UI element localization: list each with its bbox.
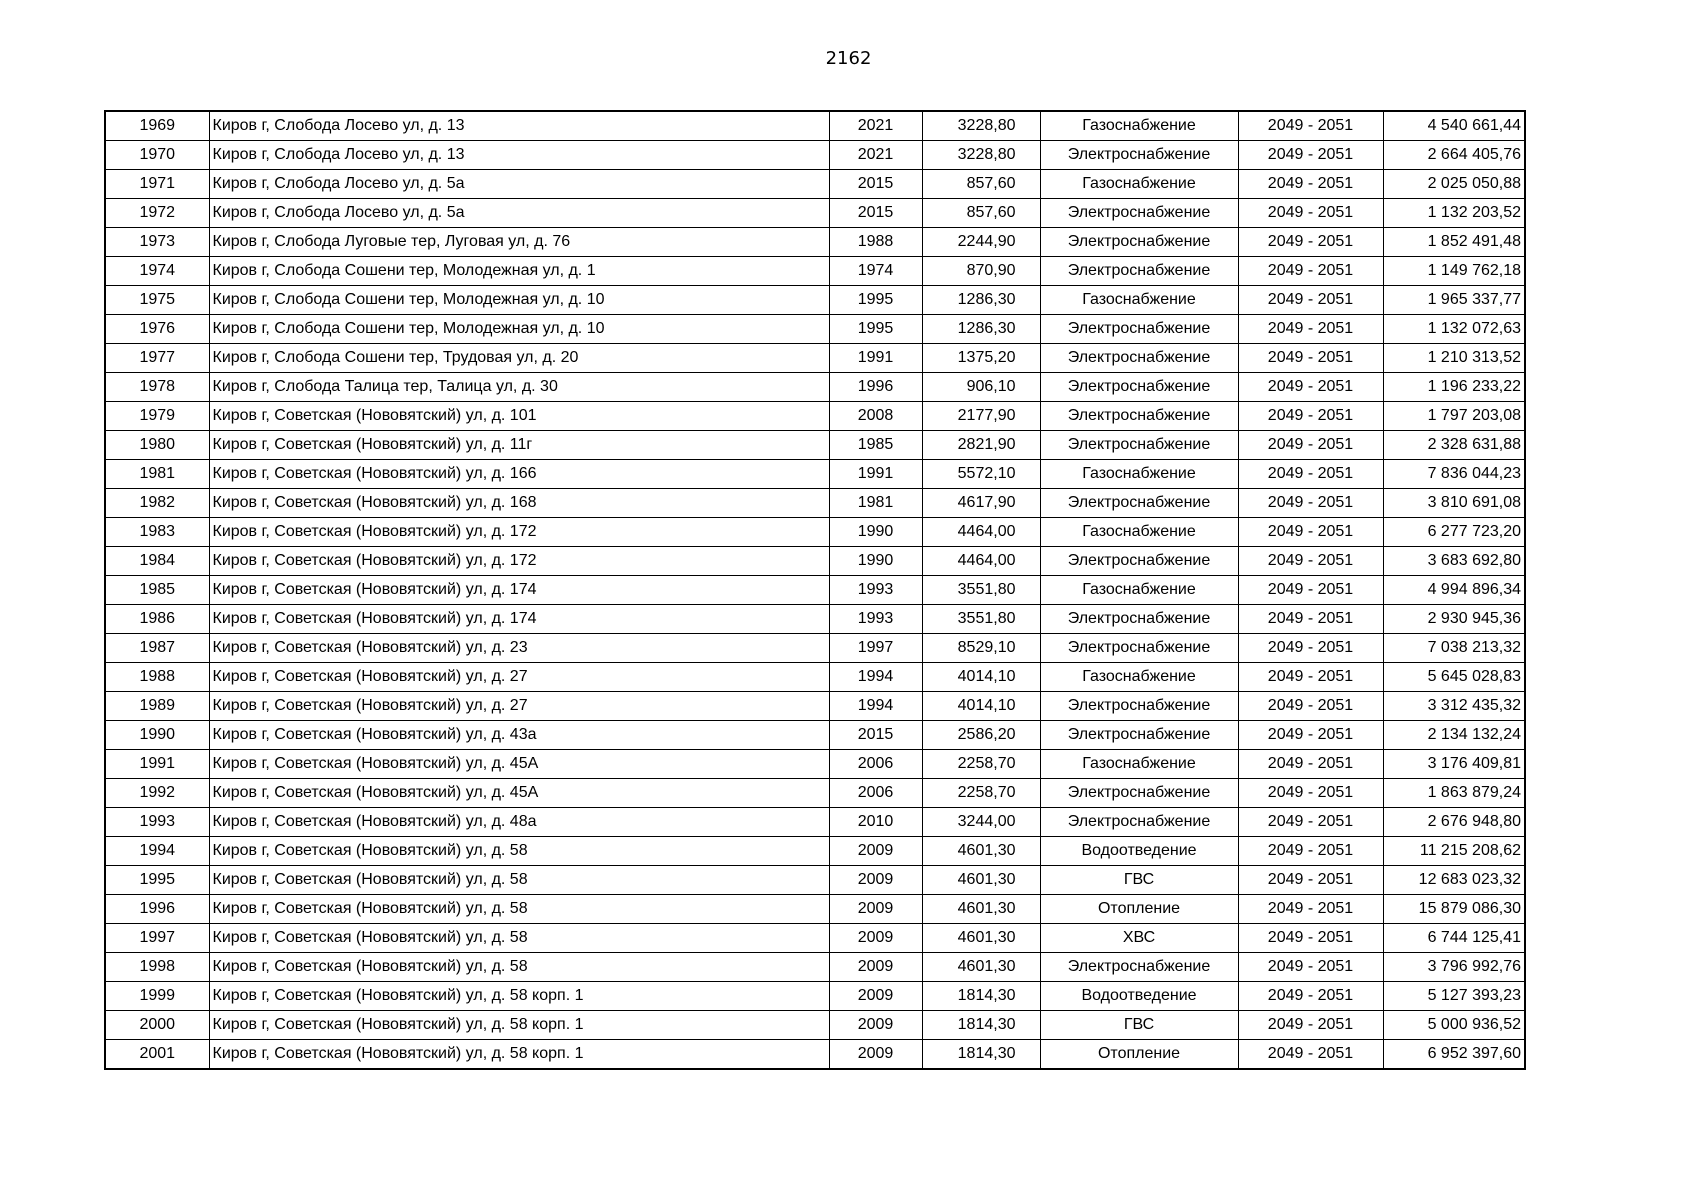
cost-cell: 2 328 631,88	[1383, 431, 1525, 460]
table-row	[105, 808, 1525, 837]
area-cell: 857,60	[922, 170, 1040, 199]
service-type-cell: Газоснабжение	[1040, 286, 1238, 315]
period-cell: 2049 - 2051	[1238, 199, 1383, 228]
address-cell: Киров г, Слобода Сошени тер, Молодежная ул, д. 10	[209, 286, 829, 315]
year-built-cell: 2015	[829, 170, 922, 199]
row-number-cell: 1974	[105, 257, 209, 286]
period-cell: 2049 - 2051	[1238, 750, 1383, 779]
period-cell: 2049 - 2051	[1238, 663, 1383, 692]
row-number-cell: 1993	[105, 808, 209, 837]
year-built-cell: 1991	[829, 460, 922, 489]
period-cell: 2049 - 2051	[1238, 518, 1383, 547]
period-cell: 2049 - 2051	[1238, 692, 1383, 721]
service-type-cell: Электроснабжение	[1040, 692, 1238, 721]
year-built-cell: 1994	[829, 692, 922, 721]
period-cell: 2049 - 2051	[1238, 779, 1383, 808]
period-cell: 2049 - 2051	[1238, 1011, 1383, 1040]
area-cell: 3228,80	[922, 141, 1040, 170]
cost-cell: 4 994 896,34	[1383, 576, 1525, 605]
area-cell: 2177,90	[922, 402, 1040, 431]
year-built-cell: 2009	[829, 1011, 922, 1040]
service-type-cell: ГВС	[1040, 1011, 1238, 1040]
row-number-cell: 1979	[105, 402, 209, 431]
year-built-cell: 1996	[829, 373, 922, 402]
area-cell: 870,90	[922, 257, 1040, 286]
area-cell: 8529,10	[922, 634, 1040, 663]
cost-cell: 1 965 337,77	[1383, 286, 1525, 315]
service-type-cell: Электроснабжение	[1040, 605, 1238, 634]
row-number-cell: 1977	[105, 344, 209, 373]
cost-cell: 2 930 945,36	[1383, 605, 1525, 634]
area-cell: 1814,30	[922, 982, 1040, 1011]
year-built-cell: 2009	[829, 837, 922, 866]
table-row	[105, 953, 1525, 982]
table-row	[105, 141, 1525, 170]
period-cell: 2049 - 2051	[1238, 489, 1383, 518]
service-type-cell: Водоотведение	[1040, 837, 1238, 866]
cost-cell: 15 879 086,30	[1383, 895, 1525, 924]
row-number-cell: 1971	[105, 170, 209, 199]
table-row	[105, 982, 1525, 1011]
row-number-cell: 1991	[105, 750, 209, 779]
service-type-cell: ХВС	[1040, 924, 1238, 953]
cost-cell: 3 312 435,32	[1383, 692, 1525, 721]
row-number-cell: 1995	[105, 866, 209, 895]
area-cell: 906,10	[922, 373, 1040, 402]
service-type-cell: Электроснабжение	[1040, 315, 1238, 344]
year-built-cell: 2008	[829, 402, 922, 431]
service-type-cell: Электроснабжение	[1040, 373, 1238, 402]
service-type-cell: Газоснабжение	[1040, 750, 1238, 779]
row-number-cell: 1983	[105, 518, 209, 547]
period-cell: 2049 - 2051	[1238, 141, 1383, 170]
cost-cell: 5 000 936,52	[1383, 1011, 1525, 1040]
address-cell: Киров г, Советская (Нововятский) ул, д. 174	[209, 576, 829, 605]
address-cell: Киров г, Советская (Нововятский) ул, д. 58	[209, 895, 829, 924]
year-built-cell: 2010	[829, 808, 922, 837]
year-built-cell: 1995	[829, 315, 922, 344]
cost-cell: 7 038 213,32	[1383, 634, 1525, 663]
address-cell: Киров г, Слобода Лосево ул, д. 13	[209, 111, 829, 141]
address-cell: Киров г, Советская (Нововятский) ул, д. 101	[209, 402, 829, 431]
cost-cell: 6 744 125,41	[1383, 924, 1525, 953]
service-type-cell: Электроснабжение	[1040, 402, 1238, 431]
period-cell: 2049 - 2051	[1238, 315, 1383, 344]
cost-cell: 7 836 044,23	[1383, 460, 1525, 489]
address-cell: Киров г, Советская (Нововятский) ул, д. 23	[209, 634, 829, 663]
year-built-cell: 2021	[829, 141, 922, 170]
area-cell: 1375,20	[922, 344, 1040, 373]
service-type-cell: Электроснабжение	[1040, 431, 1238, 460]
service-type-cell: Электроснабжение	[1040, 489, 1238, 518]
address-cell: Киров г, Советская (Нововятский) ул, д. 172	[209, 547, 829, 576]
cost-cell: 6 952 397,60	[1383, 1040, 1525, 1070]
row-number-cell: 1999	[105, 982, 209, 1011]
period-cell: 2049 - 2051	[1238, 721, 1383, 750]
service-type-cell: Газоснабжение	[1040, 663, 1238, 692]
address-cell: Киров г, Слобода Сошени тер, Молодежная ул, д. 1	[209, 257, 829, 286]
cost-cell: 4 540 661,44	[1383, 111, 1525, 141]
service-type-cell: Отопление	[1040, 895, 1238, 924]
year-built-cell: 1993	[829, 605, 922, 634]
period-cell: 2049 - 2051	[1238, 228, 1383, 257]
table-row	[105, 1011, 1525, 1040]
table-row	[105, 111, 1525, 141]
year-built-cell: 1990	[829, 547, 922, 576]
period-cell: 2049 - 2051	[1238, 866, 1383, 895]
cost-cell: 1 132 072,63	[1383, 315, 1525, 344]
area-cell: 4014,10	[922, 663, 1040, 692]
table-row	[105, 547, 1525, 576]
cost-cell: 3 796 992,76	[1383, 953, 1525, 982]
address-cell: Киров г, Советская (Нововятский) ул, д. 45А	[209, 750, 829, 779]
period-cell: 2049 - 2051	[1238, 286, 1383, 315]
table-row	[105, 257, 1525, 286]
year-built-cell: 2009	[829, 1040, 922, 1070]
table-row	[105, 576, 1525, 605]
area-cell: 857,60	[922, 199, 1040, 228]
year-built-cell: 2009	[829, 982, 922, 1011]
address-cell: Киров г, Советская (Нововятский) ул, д. 58 корп. 1	[209, 1040, 829, 1070]
area-cell: 2244,90	[922, 228, 1040, 257]
table-row	[105, 924, 1525, 953]
period-cell: 2049 - 2051	[1238, 111, 1383, 141]
row-number-cell: 1978	[105, 373, 209, 402]
table-row	[105, 1040, 1525, 1070]
area-cell: 1286,30	[922, 315, 1040, 344]
cost-cell: 2 025 050,88	[1383, 170, 1525, 199]
service-type-cell: Газоснабжение	[1040, 170, 1238, 199]
row-number-cell: 1975	[105, 286, 209, 315]
cost-cell: 2 664 405,76	[1383, 141, 1525, 170]
table-row	[105, 460, 1525, 489]
area-cell: 5572,10	[922, 460, 1040, 489]
area-cell: 4014,10	[922, 692, 1040, 721]
cost-cell: 2 134 132,24	[1383, 721, 1525, 750]
table-row	[105, 373, 1525, 402]
area-cell: 4464,00	[922, 518, 1040, 547]
period-cell: 2049 - 2051	[1238, 924, 1383, 953]
row-number-cell: 1984	[105, 547, 209, 576]
period-cell: 2049 - 2051	[1238, 431, 1383, 460]
period-cell: 2049 - 2051	[1238, 982, 1383, 1011]
address-cell: Киров г, Советская (Нововятский) ул, д. 58	[209, 953, 829, 982]
period-cell: 2049 - 2051	[1238, 634, 1383, 663]
address-cell: Киров г, Слобода Сошени тер, Трудовая ул, д. 20	[209, 344, 829, 373]
area-cell: 3551,80	[922, 605, 1040, 634]
table-row	[105, 895, 1525, 924]
address-cell: Киров г, Советская (Нововятский) ул, д. 58 корп. 1	[209, 1011, 829, 1040]
cost-cell: 3 810 691,08	[1383, 489, 1525, 518]
year-built-cell: 1988	[829, 228, 922, 257]
row-number-cell: 1969	[105, 111, 209, 141]
area-cell: 1814,30	[922, 1040, 1040, 1070]
table-row	[105, 431, 1525, 460]
cost-cell: 1 863 879,24	[1383, 779, 1525, 808]
row-number-cell: 1989	[105, 692, 209, 721]
table-row	[105, 779, 1525, 808]
address-cell: Киров г, Советская (Нововятский) ул, д. 58	[209, 924, 829, 953]
table-row	[105, 837, 1525, 866]
period-cell: 2049 - 2051	[1238, 344, 1383, 373]
area-cell: 2258,70	[922, 779, 1040, 808]
service-type-cell: Газоснабжение	[1040, 111, 1238, 141]
service-type-cell: Электроснабжение	[1040, 344, 1238, 373]
address-cell: Киров г, Слобода Лосево ул, д. 5а	[209, 199, 829, 228]
year-built-cell: 1981	[829, 489, 922, 518]
row-number-cell: 1973	[105, 228, 209, 257]
area-cell: 2258,70	[922, 750, 1040, 779]
row-number-cell: 1981	[105, 460, 209, 489]
table-row	[105, 750, 1525, 779]
area-cell: 2586,20	[922, 721, 1040, 750]
period-cell: 2049 - 2051	[1238, 576, 1383, 605]
year-built-cell: 1997	[829, 634, 922, 663]
period-cell: 2049 - 2051	[1238, 460, 1383, 489]
area-cell: 4601,30	[922, 866, 1040, 895]
table-row	[105, 199, 1525, 228]
period-cell: 2049 - 2051	[1238, 895, 1383, 924]
area-cell: 4601,30	[922, 953, 1040, 982]
service-type-cell: Электроснабжение	[1040, 779, 1238, 808]
period-cell: 2049 - 2051	[1238, 170, 1383, 199]
cost-cell: 1 797 203,08	[1383, 402, 1525, 431]
year-built-cell: 1994	[829, 663, 922, 692]
cost-cell: 1 210 313,52	[1383, 344, 1525, 373]
service-type-cell: Электроснабжение	[1040, 257, 1238, 286]
row-number-cell: 1972	[105, 199, 209, 228]
address-cell: Киров г, Советская (Нововятский) ул, д. 174	[209, 605, 829, 634]
table-row	[105, 518, 1525, 547]
row-number-cell: 1990	[105, 721, 209, 750]
row-number-cell: 2000	[105, 1011, 209, 1040]
year-built-cell: 1991	[829, 344, 922, 373]
area-cell: 3551,80	[922, 576, 1040, 605]
year-built-cell: 1990	[829, 518, 922, 547]
address-cell: Киров г, Советская (Нововятский) ул, д. 27	[209, 663, 829, 692]
address-cell: Киров г, Советская (Нововятский) ул, д. 168	[209, 489, 829, 518]
row-number-cell: 1980	[105, 431, 209, 460]
year-built-cell: 2006	[829, 779, 922, 808]
cost-cell: 2 676 948,80	[1383, 808, 1525, 837]
row-number-cell: 1986	[105, 605, 209, 634]
year-built-cell: 2009	[829, 924, 922, 953]
year-built-cell: 2006	[829, 750, 922, 779]
year-built-cell: 1974	[829, 257, 922, 286]
table-row	[105, 605, 1525, 634]
cost-cell: 5 645 028,83	[1383, 663, 1525, 692]
row-number-cell: 1992	[105, 779, 209, 808]
table-row	[105, 692, 1525, 721]
row-number-cell: 1994	[105, 837, 209, 866]
address-cell: Киров г, Советская (Нововятский) ул, д. 45А	[209, 779, 829, 808]
table-row	[105, 228, 1525, 257]
area-cell: 4601,30	[922, 895, 1040, 924]
service-type-cell: Электроснабжение	[1040, 808, 1238, 837]
table-row	[105, 286, 1525, 315]
area-cell: 4617,90	[922, 489, 1040, 518]
address-cell: Киров г, Слобода Талица тер, Талица ул, д. 30	[209, 373, 829, 402]
address-cell: Киров г, Советская (Нововятский) ул, д. 43а	[209, 721, 829, 750]
cost-cell: 5 127 393,23	[1383, 982, 1525, 1011]
row-number-cell: 1987	[105, 634, 209, 663]
row-number-cell: 1988	[105, 663, 209, 692]
service-type-cell: Электроснабжение	[1040, 547, 1238, 576]
address-cell: Киров г, Слобода Сошени тер, Молодежная ул, д. 10	[209, 315, 829, 344]
cost-cell: 11 215 208,62	[1383, 837, 1525, 866]
row-number-cell: 1998	[105, 953, 209, 982]
address-cell: Киров г, Советская (Нововятский) ул, д. 27	[209, 692, 829, 721]
table-row	[105, 170, 1525, 199]
area-cell: 4601,30	[922, 837, 1040, 866]
area-cell: 4464,00	[922, 547, 1040, 576]
cost-cell: 3 176 409,81	[1383, 750, 1525, 779]
row-number-cell: 1970	[105, 141, 209, 170]
period-cell: 2049 - 2051	[1238, 257, 1383, 286]
page-number: 2162	[825, 48, 872, 69]
service-type-cell: Электроснабжение	[1040, 228, 1238, 257]
cost-cell: 6 277 723,20	[1383, 518, 1525, 547]
row-number-cell: 1976	[105, 315, 209, 344]
table-row	[105, 489, 1525, 518]
period-cell: 2049 - 2051	[1238, 402, 1383, 431]
address-cell: Киров г, Слобода Лосево ул, д. 5а	[209, 170, 829, 199]
cost-cell: 1 132 203,52	[1383, 199, 1525, 228]
cost-cell: 1 852 491,48	[1383, 228, 1525, 257]
address-cell: Киров г, Советская (Нововятский) ул, д. 58	[209, 866, 829, 895]
area-cell: 1814,30	[922, 1011, 1040, 1040]
service-type-cell: Электроснабжение	[1040, 634, 1238, 663]
service-type-cell: Электроснабжение	[1040, 721, 1238, 750]
address-cell: Киров г, Советская (Нововятский) ул, д. 172	[209, 518, 829, 547]
area-cell: 2821,90	[922, 431, 1040, 460]
year-built-cell: 2009	[829, 866, 922, 895]
year-built-cell: 2015	[829, 721, 922, 750]
cost-cell: 1 196 233,22	[1383, 373, 1525, 402]
row-number-cell: 1996	[105, 895, 209, 924]
address-cell: Киров г, Слобода Луговые тер, Луговая ул, д. 76	[209, 228, 829, 257]
register-body	[105, 111, 1525, 1069]
table-row	[105, 634, 1525, 663]
service-type-cell: Газоснабжение	[1040, 460, 1238, 489]
year-built-cell: 2009	[829, 953, 922, 982]
address-cell: Киров г, Советская (Нововятский) ул, д. 58	[209, 837, 829, 866]
address-cell: Киров г, Советская (Нововятский) ул, д. 166	[209, 460, 829, 489]
table-row	[105, 402, 1525, 431]
service-type-cell: Электроснабжение	[1040, 953, 1238, 982]
service-type-cell: ГВС	[1040, 866, 1238, 895]
table-row	[105, 315, 1525, 344]
address-cell: Киров г, Советская (Нововятский) ул, д. 11г	[209, 431, 829, 460]
cost-cell: 1 149 762,18	[1383, 257, 1525, 286]
period-cell: 2049 - 2051	[1238, 837, 1383, 866]
service-type-cell: Электроснабжение	[1040, 141, 1238, 170]
year-built-cell: 2021	[829, 111, 922, 141]
row-number-cell: 1985	[105, 576, 209, 605]
year-built-cell: 1993	[829, 576, 922, 605]
address-cell: Киров г, Советская (Нововятский) ул, д. 58 корп. 1	[209, 982, 829, 1011]
row-number-cell: 2001	[105, 1040, 209, 1070]
period-cell: 2049 - 2051	[1238, 953, 1383, 982]
service-type-cell: Газоснабжение	[1040, 576, 1238, 605]
service-type-cell: Водоотведение	[1040, 982, 1238, 1011]
row-number-cell: 1982	[105, 489, 209, 518]
cost-cell: 12 683 023,32	[1383, 866, 1525, 895]
period-cell: 2049 - 2051	[1238, 373, 1383, 402]
period-cell: 2049 - 2051	[1238, 547, 1383, 576]
cost-cell: 3 683 692,80	[1383, 547, 1525, 576]
area-cell: 3228,80	[922, 111, 1040, 141]
period-cell: 2049 - 2051	[1238, 1040, 1383, 1070]
year-built-cell: 2009	[829, 895, 922, 924]
row-number-cell: 1997	[105, 924, 209, 953]
year-built-cell: 1985	[829, 431, 922, 460]
table-row	[105, 663, 1525, 692]
period-cell: 2049 - 2051	[1238, 605, 1383, 634]
area-cell: 1286,30	[922, 286, 1040, 315]
table-row	[105, 866, 1525, 895]
address-cell: Киров г, Слобода Лосево ул, д. 13	[209, 141, 829, 170]
table-row	[105, 721, 1525, 750]
service-type-cell: Отопление	[1040, 1040, 1238, 1070]
year-built-cell: 2015	[829, 199, 922, 228]
area-cell: 4601,30	[922, 924, 1040, 953]
area-cell: 3244,00	[922, 808, 1040, 837]
table-row	[105, 344, 1525, 373]
service-type-cell: Газоснабжение	[1040, 518, 1238, 547]
address-cell: Киров г, Советская (Нововятский) ул, д. 48а	[209, 808, 829, 837]
register-table	[104, 110, 1526, 1070]
year-built-cell: 1995	[829, 286, 922, 315]
service-type-cell: Электроснабжение	[1040, 199, 1238, 228]
period-cell: 2049 - 2051	[1238, 808, 1383, 837]
